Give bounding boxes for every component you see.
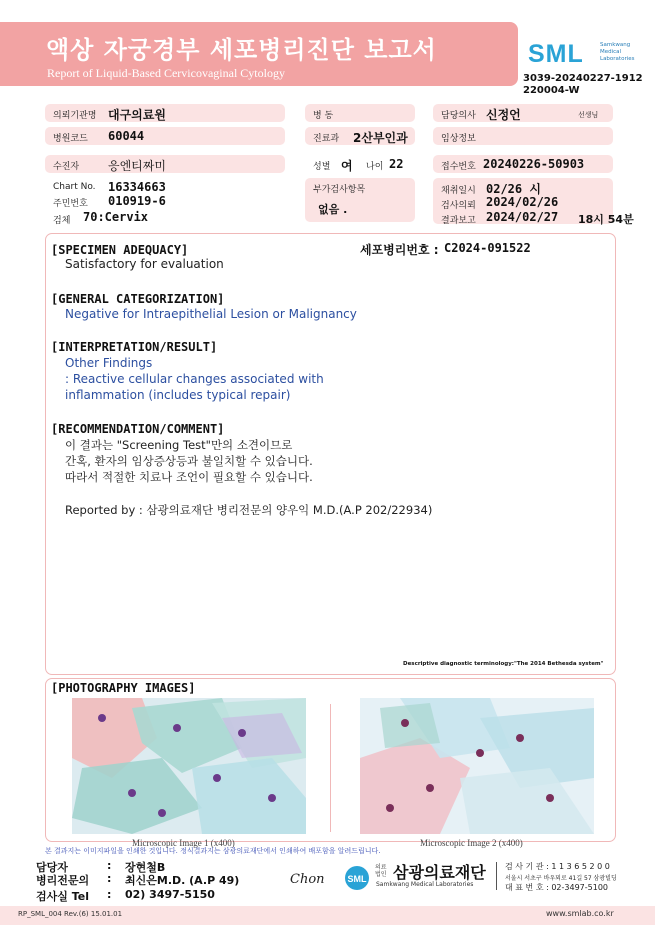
specimen-number-suffix: 220004-W (523, 85, 580, 96)
interpretation-line: inflammation (includes typical repair) (65, 388, 291, 402)
chart-no-value: 16334663 (108, 180, 166, 194)
report-title: 액상 자궁경부 세포병리진단 보고서 (46, 36, 437, 64)
representative-tel: 대 표 번 호 : 02-3497-5100 (505, 883, 608, 892)
form-code: RP_SML_004 Rev.(6) 15.01.01 (18, 910, 123, 918)
colon: : (107, 859, 112, 872)
hospital-code-value: 60044 (108, 129, 145, 143)
website: www.smlab.co.kr (546, 909, 614, 918)
cyto-number-value: C2024-091522 (444, 241, 531, 255)
adequacy-text: Satisfactory for evaluation (65, 257, 224, 271)
print-notice: 본 결과지는 이미지파일을 인쇄한 것입니다. 정식결과지는 삼광의료재단에서 인쇄하여 배포함을 알려드립니다. (45, 847, 381, 855)
lab-tel-label: 검사실 Tel (36, 890, 89, 903)
sml-logo-subtext (600, 42, 655, 63)
general-heading: [GENERAL CATEGORIZATION] (51, 292, 225, 306)
photo-divider (330, 704, 331, 832)
ward-label: 병 동 (313, 111, 334, 121)
request-date-label: 검사의뢰 (441, 201, 476, 211)
photography-heading: [PHOTOGRAPHY IMAGES] (51, 681, 196, 695)
chart-no-label: Chart No. (53, 182, 96, 192)
interpretation-heading: [INTERPRETATION/RESULT] (51, 340, 218, 354)
department-value: 2산부인과 (353, 131, 408, 145)
doctor-value: 신정언 (486, 108, 521, 122)
cyto-number-label: 세포병리번호 : (360, 243, 439, 257)
colon: : (107, 888, 112, 901)
age-value: 22 (389, 157, 404, 171)
adequacy-heading: [SPECIMEN ADEQUACY] (51, 243, 189, 257)
logo-sub-line: Samkwang (600, 42, 631, 48)
lab-tel-value: 02) 3497-5150 (125, 888, 215, 901)
interpretation-line: : Reactive cellular changes associated with (65, 372, 324, 386)
sex-label: 성별 (313, 162, 331, 172)
requesting-org-value: 대구의료원 (108, 108, 166, 122)
doctor-label: 담당의사 (441, 111, 476, 121)
microscopic-image-2 (360, 698, 594, 834)
clinical-info-label: 임상정보 (441, 134, 476, 144)
collection-date-value: 02/26 시 (486, 182, 541, 196)
sml-logo: SML (528, 40, 584, 68)
manager-label: 담당자 (36, 861, 68, 874)
report-subtitle: Report of Liquid-Based Cervicovaginal Cytology (47, 66, 285, 80)
foundation-address: 서울시 서초구 바우뫼로 41길 57 삼광빌딩 (505, 875, 617, 882)
foundation-name: 삼광의료재단 (393, 863, 486, 882)
logo-sub-line: Laboratories (600, 56, 635, 62)
age-label: 나이 (366, 162, 384, 172)
requesting-org-label: 의뢰기관명 (53, 111, 97, 121)
interpretation-line: Other Findings (65, 356, 153, 370)
foundation-english-name: Samkwang Medical Laboratories (376, 881, 474, 888)
extra-tests-label: 부가검사항목 (313, 185, 366, 195)
extra-tests-value: 없음 . (318, 203, 348, 216)
resident-no-value: 010919-6 (108, 194, 166, 208)
hospital-code-label: 병원코드 (53, 134, 88, 144)
report-date-value: 2024/02/27 (486, 210, 559, 224)
recommendation-line: 간혹, 환자의 임상증상등과 불일치할 수 있습니다. (65, 454, 313, 468)
svg-text:SML: SML (347, 874, 367, 884)
doctor-suffix: 선생님 (578, 111, 599, 119)
collection-date-label: 채취일시 (441, 186, 476, 196)
foundation-logo-icon (345, 866, 369, 890)
image-2-caption: Microscopic Image 2 (x400) (420, 838, 523, 848)
receipt-no-value: 20240226-50903 (483, 157, 585, 171)
image-1-caption: Microscopic Image 1 (x400) (132, 838, 235, 848)
logo-sub-line: Medical (600, 49, 622, 55)
reported-by: Reported by : 삼광의료재단 병리전문의 양우익 M.D.(A.P 202/22934) (65, 503, 433, 517)
terminology-note: Descriptive diagnostic terminology:"The 2014 Bethesda system" (403, 661, 604, 667)
recommendation-line: 이 결과는 "Screening Test"만의 소견이므로 (65, 438, 293, 452)
pathologist-label: 병리전문의 (36, 874, 90, 887)
receipt-no-label: 접수번호 (441, 162, 476, 172)
report-hour-value: 18시 54분 (578, 213, 634, 226)
colon: : (107, 872, 112, 885)
pathologist-signature: Chon (290, 872, 325, 887)
request-date-value: 2024/02/26 (486, 195, 559, 209)
resident-no-label: 주민번호 (53, 199, 88, 209)
general-text: Negative for Intraepithelial Lesion or Malignancy (65, 307, 357, 321)
institution-number: 검 사 기 관 : 1 1 3 6 5 2 0 0 (505, 862, 610, 871)
foundation-prefix: 의료 법인 (375, 864, 387, 878)
recommendation-heading: [RECOMMENDATION/COMMENT] (51, 422, 225, 436)
specimen-number: 3039-20240227-1912 (523, 73, 643, 84)
patient-value: 응엔티짜미 (108, 159, 166, 173)
manager-value: 장현철B (125, 861, 166, 874)
footer-divider (496, 862, 497, 890)
patient-label: 수진자 (53, 162, 80, 172)
recommendation-line: 따라서 적절한 치료나 조언이 필요할 수 있습니다. (65, 470, 313, 484)
report-date-label: 결과보고 (441, 216, 476, 226)
pathologist-value: 최신은M.D. (A.P 49) (125, 874, 240, 887)
specimen-label: 검체 (53, 216, 71, 226)
department-label: 진료과 (313, 134, 340, 144)
specimen-value: 70:Cervix (83, 210, 149, 224)
sex-value: 여 (341, 159, 353, 173)
microscopic-image-1 (72, 698, 306, 834)
